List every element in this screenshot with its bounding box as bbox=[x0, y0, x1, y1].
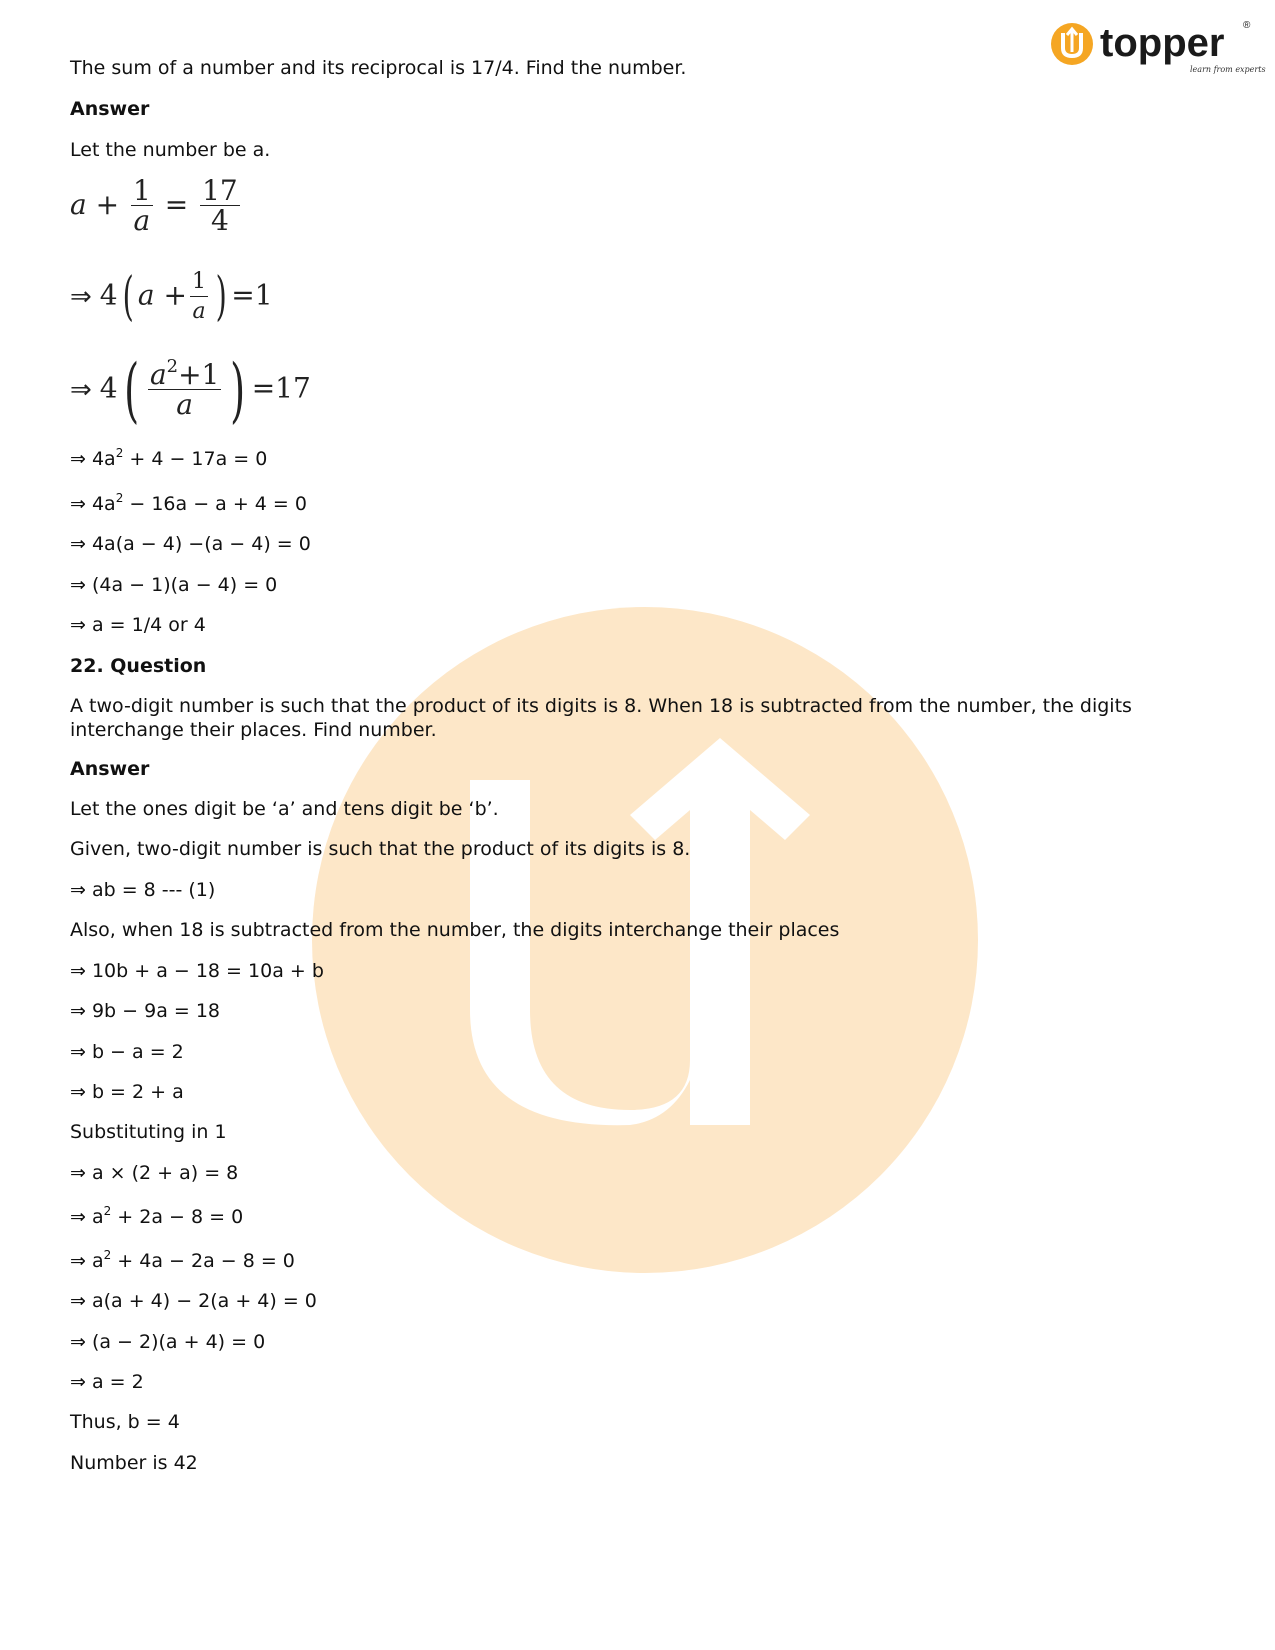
q22-line-6: ⇒ 9b − 9a = 18 bbox=[70, 1000, 221, 1022]
q22-line-5: ⇒ 10b + a − 18 = 10a + b bbox=[70, 960, 324, 982]
q22-line-4: Also, when 18 is subtracted from the number, the digits interchange their places bbox=[70, 919, 840, 941]
logo-tagline: learn from experts bbox=[1190, 65, 1266, 74]
q21-let-statement: Let the number be a. bbox=[70, 139, 271, 161]
fraction-17-over-4: $\frac{17}{4}$ bbox=[202, 174, 238, 237]
step-2: ⇒ $4a^2 - 16a - a + 4 = 0$ bbox=[70, 491, 307, 515]
q22-line-12: ⇒ $a^2 + 4a - 2a - 8 = 0$ bbox=[70, 1248, 295, 1272]
fraction-1-over-a: $\frac{1}{a}$ bbox=[132, 174, 151, 237]
step-3: ⇒ 4a(a − 4) −(a − 4) = 0 bbox=[70, 533, 311, 555]
q22-line-1: Let the ones digit be ‘a’ and tens digit be ‘b’. bbox=[70, 798, 499, 820]
q22-line-16: Thus, b = 4 bbox=[70, 1411, 180, 1433]
q22-line-11: ⇒ $a^2 + 2a - 8 = 0$ bbox=[70, 1204, 244, 1228]
q22-line-3: ⇒ ab = 8 --- (1) bbox=[70, 879, 216, 901]
q22-line-13: ⇒ a(a + 4) − 2(a + 4) = 0 bbox=[70, 1290, 317, 1312]
equation-2: ⇒ 4( a + $\frac{1}{a}$ ) =1 bbox=[70, 267, 273, 327]
equation-1: a + $\frac{1}{a}$ = $\frac{17}{4}$ bbox=[70, 174, 238, 237]
q22-final-answer: Number is 42 bbox=[70, 1452, 198, 1474]
q22-line-7: ⇒ b − a = 2 bbox=[70, 1041, 184, 1063]
q22-line-14: ⇒ (a − 2)(a + 4) = 0 bbox=[70, 1331, 266, 1353]
logo-registered-mark: ® bbox=[1243, 20, 1251, 31]
q21-answer-heading: Answer bbox=[70, 98, 150, 120]
fraction-a-squared-plus-1-over-a: $\frac{a^2+1}{a}$ bbox=[149, 355, 220, 421]
fraction-1-over-a-small: $\frac{1}{a}$ bbox=[192, 268, 206, 324]
equation-3: ⇒ 4( $\frac{a^2+1}{a}$ ) =17 bbox=[70, 349, 311, 431]
q21-question-text: The sum of a number and its reciprocal is 17/4. Find the number. bbox=[70, 57, 687, 79]
topper-logo bbox=[1050, 18, 1266, 80]
step-4: ⇒ (4a − 1)(a − 4) = 0 bbox=[70, 574, 278, 596]
q22-answer-heading: Answer bbox=[70, 758, 150, 780]
q22-line-10: ⇒ a × (2 + a) = 8 bbox=[70, 1162, 239, 1184]
q22-line-2: Given, two-digit number is such that the product of its digits is 8. bbox=[70, 838, 691, 860]
q22-question-text: A two-digit number is such that the product of its digits is 8. When 18 is subtracted from the number, the digits interchange their places. Find number. bbox=[70, 695, 1132, 741]
step-5: ⇒ a = 1/4 or 4 bbox=[70, 614, 206, 636]
q22-line-9: Substituting in 1 bbox=[70, 1121, 227, 1143]
q22-line-8: ⇒ b = 2 + a bbox=[70, 1081, 184, 1103]
q22-heading: 22. Question bbox=[70, 655, 207, 677]
q22-line-15: ⇒ a = 2 bbox=[70, 1371, 144, 1393]
logo-wordmark: topper bbox=[1100, 21, 1225, 65]
step-1: ⇒ $4a^2 + 4 - 17a = 0$ bbox=[70, 446, 268, 470]
